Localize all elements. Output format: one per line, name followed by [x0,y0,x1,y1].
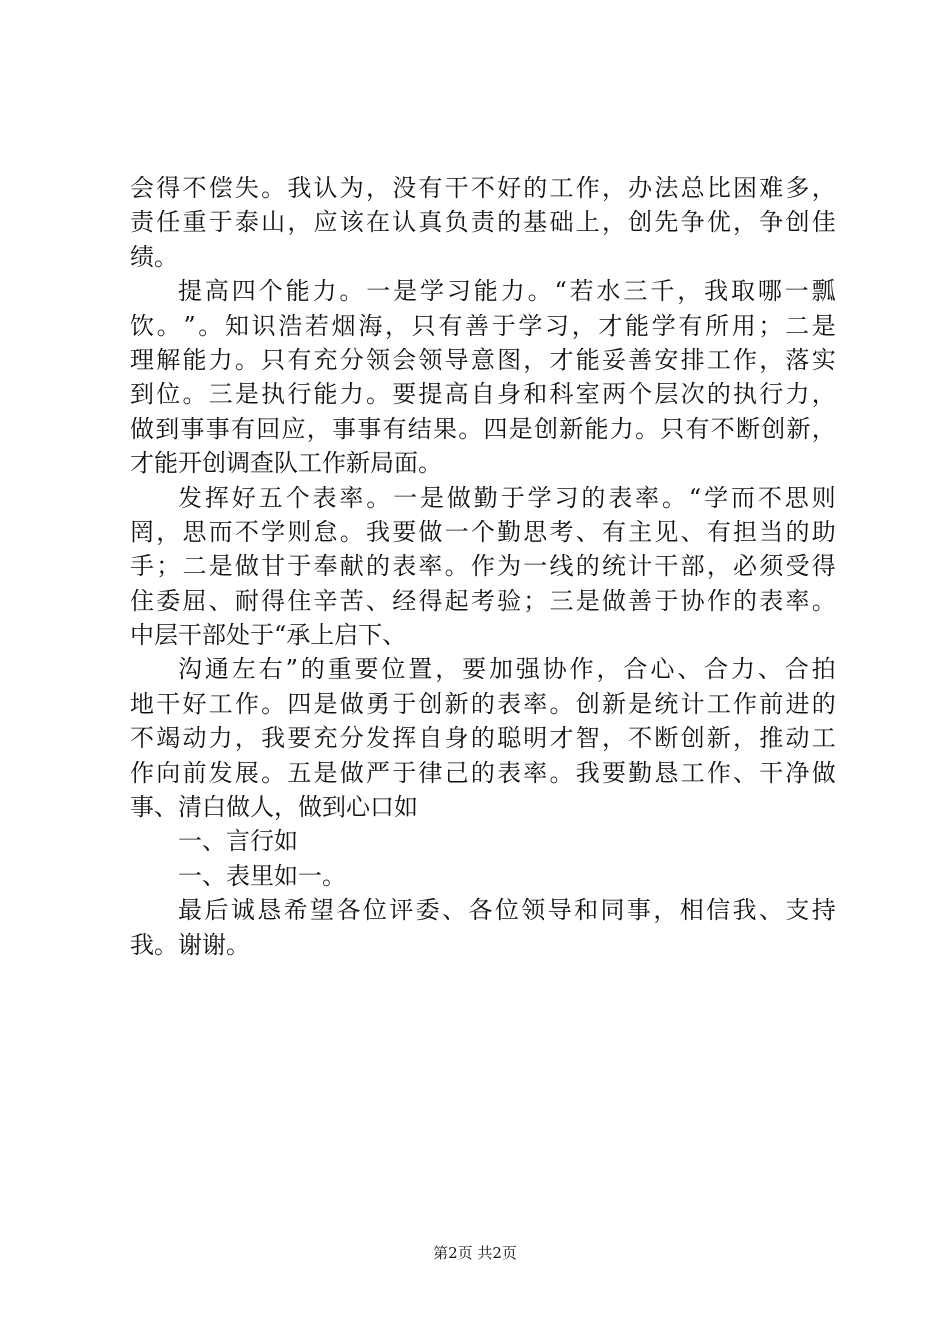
text-line: 住 委 屈 、 耐 得 住 辛 苦 、 经 得 起 考 验 ； 三 是 做 善 于 协 作 的 表 率 。 [130,586,836,615]
page-footer: 第2页 共2页 [433,1244,517,1262]
text-line: 地 干 好 工 作 。 四 是 做 勇 于 创 新 的 表 率 。 创 新 是 统 计 工 作 前 进 的 [130,689,836,718]
text-line: 手 ； 二 是 做 甘 于 奉 献 的 表 率 。 作 为 一 线 的 统 计 干 部 ， 必 须 受 得 [130,552,836,581]
text-line: 不 竭 动 力 ， 我 要 充 分 发 挥 自 身 的 聪 明 才 智 ， 不 断 创 新 ， 推 动 工 [130,724,836,753]
text-line: 沟 通 左 右 ” 的 重 要 位 置 ， 要 加 强 协 作 ， 合 心 、 合 力 、 合 拍 [178,655,836,684]
text-line: 绩。 [130,242,178,271]
text-line: 作 向 前 发 展 。 五 是 做 严 于 律 己 的 表 率 。 我 要 勤 恳 工 作 、 干 净 做 [130,758,836,787]
text-line: 责 任 重 于 泰 山 ， 应 该 在 认 真 负 责 的 基 础 上 ， 创 先 争 优 ， 争 创 佳 [130,208,836,237]
text-line: 提 高 四 个 能 力 。 一 是 学 习 能 力 。 “ 若 水 三 千 ， 我 取 哪 一 瓢 [178,277,836,306]
text-line: 饮 。 ” 。 知 识 浩 若 烟 海 ， 只 有 善 于 学 习 ， 才 能 学 有 所 用 ； 二 是 [130,311,836,340]
text-line: 才能开创调查队工作新局面。 [130,449,442,478]
document-body [130,171,836,962]
text-line: 发 挥 好 五 个 表 率 。 一 是 做 勤 于 学 习 的 表 率 。 “ 学 而 不 思 则 [178,483,836,512]
text-line: 一、言行如 [178,827,298,856]
text-line: 中层干部处于“承上启下、 [130,621,407,650]
text-line: 理 解 能 力 。 只 有 充 分 领 会 领 导 意 图 ， 才 能 妥 善 安 排 工 作 ， 落 实 [130,345,836,374]
text-line: 会 得 不 偿 失 。 我 认 为 ， 没 有 干 不 好 的 工 作 ， 办 法 总 比 困 难 多 ， [130,174,836,202]
text-line: 到 位 。 三 是 执 行 能 力 。 要 提 高 自 身 和 科 室 两 个 层 次 的 执 行 力 ， [130,380,836,409]
text-line: 事、清白做人，做到心口如 [130,793,418,822]
text-line: 我。谢谢。 [130,930,250,959]
text-line: 最 后 诚 恳 希 望 各 位 评 委 、 各 位 领 导 和 同 事 ， 相 信 我 、 支 持 [178,896,836,925]
text-line: 罔 ， 思 而 不 学 则 怠 。 我 要 做 一 个 勤 思 考 、 有 主 见 、 有 担 当 的 助 [130,517,836,546]
text-line: 一、表里如一。 [178,861,346,890]
text-line: 做 到 事 事 有 回 应 ， 事 事 有 结 果 。 四 是 创 新 能 力 。 只 有 不 断 创 新 ， [130,414,836,443]
